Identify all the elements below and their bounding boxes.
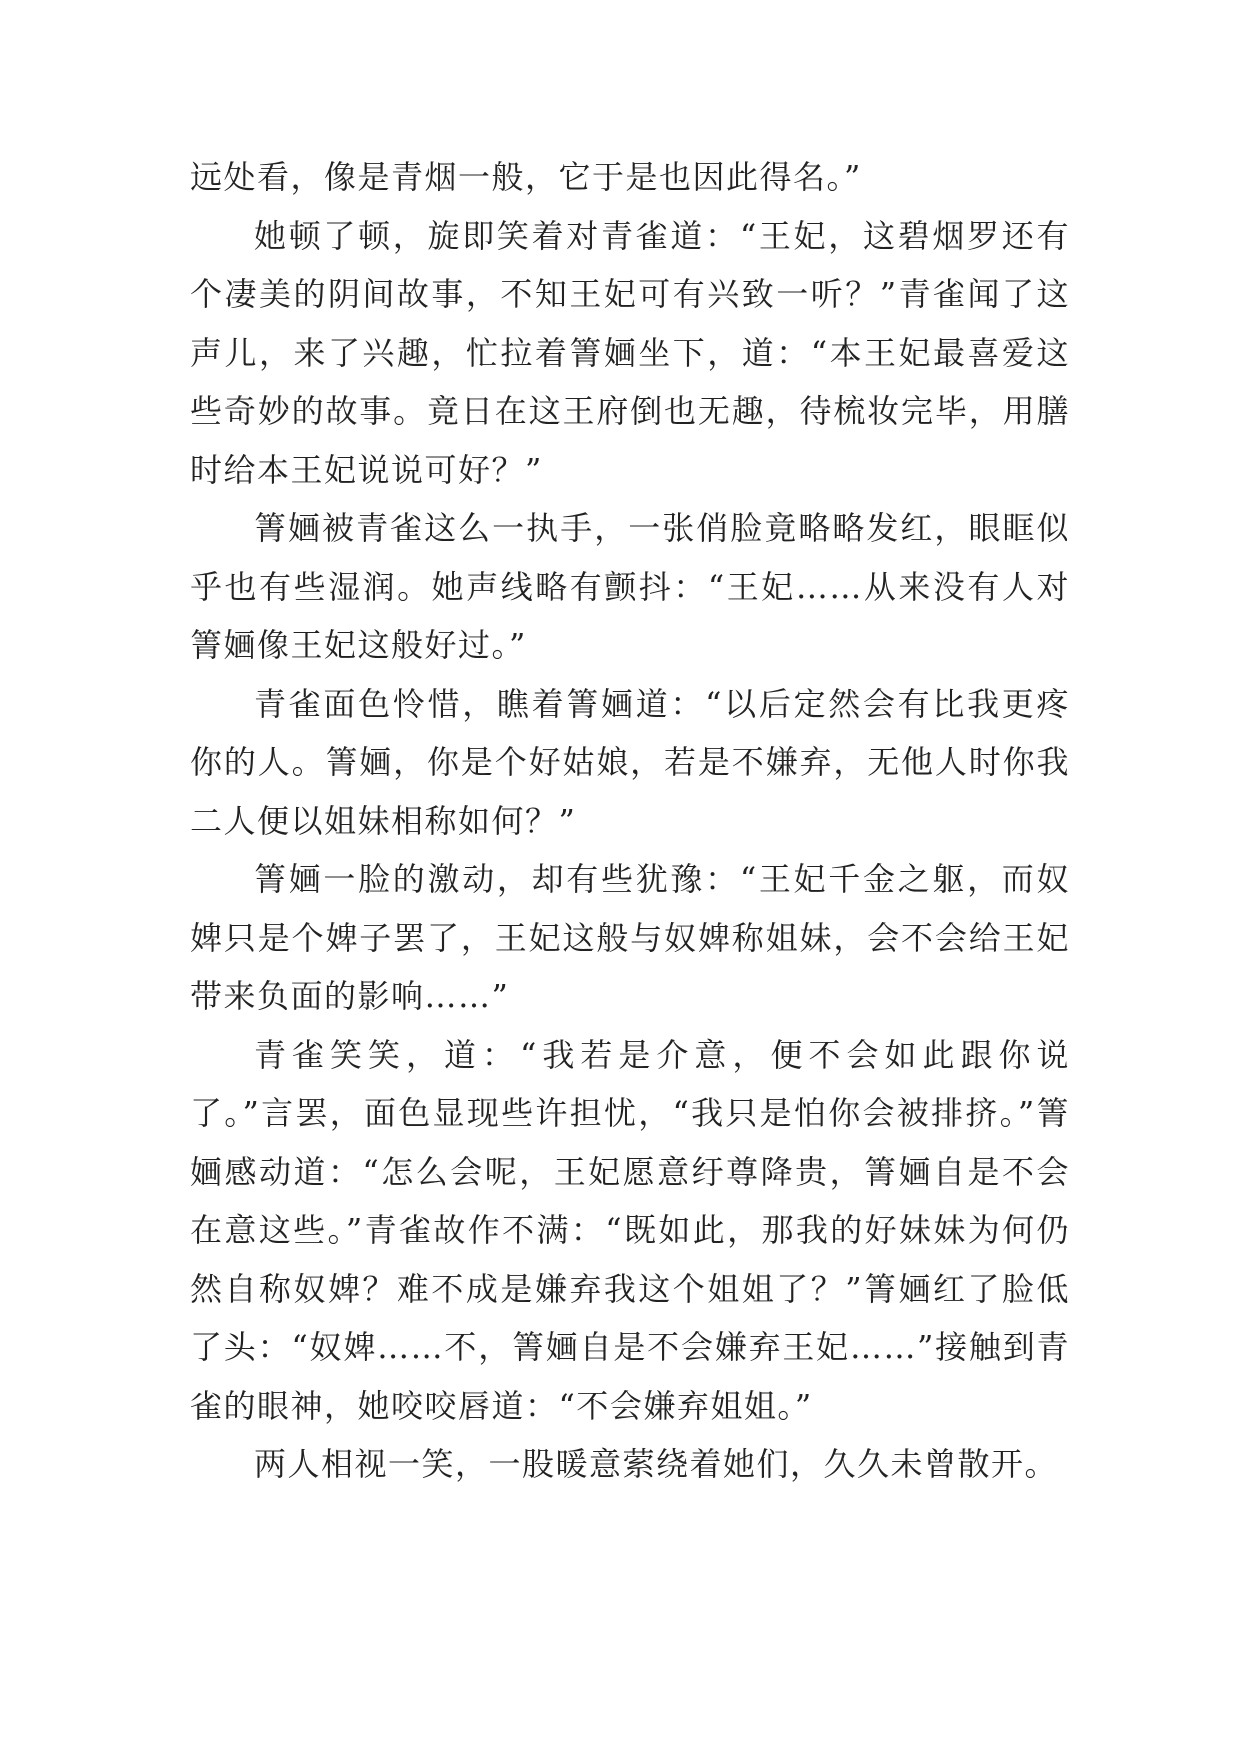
paragraph: 她顿了顿，旋即笑着对青雀道：“王妃，这碧烟罗还有个凄美的阴间故事，不知王妃可有兴致一听？”青雀闻了这声儿，来了兴趣，忙拉着箐婳坐下，道：“本王妃最喜爱这些奇妙的故事。竟日在这王府倒也无趣，待梳妆完毕，用膳时给本王妃说说可好？”: [190, 216, 1070, 489]
paragraph: 箐婳一脸的激动，却有些犹豫：“王妃千金之躯，而奴婢只是个婢子罢了，王妃这般与奴婢称姐妹，会不会给王妃带来负面的影响……”: [190, 860, 1070, 1015]
paragraph: 箐婳被青雀这么一执手，一张俏脸竟略略发红，眼眶似乎也有些湿润。她声线略有颤抖：“王妃……从来没有人对箐婳像王妃这般好过。”: [190, 509, 1070, 664]
body-text: [190, 148, 1070, 1494]
paragraph: 青雀笑笑，道：“我若是介意，便不会如此跟你说了。”言罢，面色显现些许担忧，“我只是怕你会被排挤。”箐婳感动道：“怎么会呢，王妃愿意纡尊降贵，箐婳自是不会在意这些。”青雀故作不满：“既如此，那我的好妹妹为何仍然自称奴婢？难不成是嫌弃我这个姐姐了？”箐婳红了脸低了头：“奴婢……不，箐婳自是不会嫌弃王妃……”接触到青雀的眼神，她咬咬唇道：“不会嫌弃姐姐。”: [190, 1035, 1070, 1425]
paragraph: 青雀面色怜惜，瞧着箐婳道：“以后定然会有比我更疼你的人。箐婳，你是个好姑娘，若是不嫌弃，无他人时你我二人便以姐妹相称如何？”: [190, 684, 1070, 840]
paragraph-last: 两人相视一笑，一股暖意萦绕着她们，久久未曾散开。: [254, 1445, 1059, 1483]
paragraph-continuation: 远处看，像是青烟一般，它于是也因此得名。”: [190, 158, 862, 196]
